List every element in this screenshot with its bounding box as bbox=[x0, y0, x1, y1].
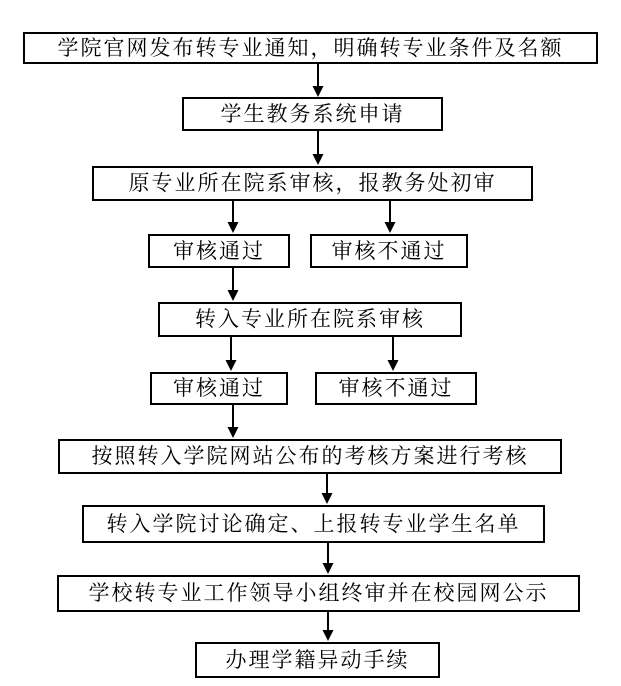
arrow-passed-to-target-review bbox=[228, 268, 239, 301]
arrow-original-review-to-passed bbox=[228, 201, 239, 233]
flow-step-review-failed-1: 审核不通过 bbox=[310, 234, 468, 268]
arrow-passed-to-assessment bbox=[228, 405, 239, 438]
flow-step-review-failed-2: 审核不通过 bbox=[315, 372, 477, 405]
arrow-confirm-to-final-review bbox=[323, 543, 334, 574]
flow-step-final-review-publicity: 学校转专业工作领导小组终审并在校园网公示 bbox=[57, 575, 580, 612]
flow-step-review-passed-2: 审核通过 bbox=[150, 372, 288, 405]
flow-step-target-dept-review: 转入专业所在院系审核 bbox=[158, 302, 462, 337]
arrow-final-review-to-status-change bbox=[323, 612, 334, 641]
flow-step-publish-notice: 学院官网发布转专业通知，明确转专业条件及名额 bbox=[23, 32, 598, 64]
flow-step-original-dept-review: 原专业所在院系审核，报教务处初审 bbox=[92, 166, 533, 201]
arrow-publish-to-apply bbox=[313, 64, 324, 97]
arrow-target-review-to-failed bbox=[388, 337, 399, 371]
arrow-apply-to-original-review bbox=[313, 131, 324, 165]
flow-step-review-passed-1: 审核通过 bbox=[148, 234, 290, 268]
arrow-assessment-to-confirm bbox=[322, 474, 333, 504]
flow-step-assessment: 按照转入学院网站公布的考核方案进行考核 bbox=[58, 439, 562, 474]
flow-step-status-change: 办理学籍异动手续 bbox=[195, 642, 440, 678]
flow-step-student-apply: 学生教务系统申请 bbox=[182, 97, 443, 131]
arrow-target-review-to-passed bbox=[226, 337, 237, 371]
arrow-original-review-to-failed bbox=[385, 201, 396, 233]
flow-step-confirm-list: 转入学院讨论确定、上报转专业学生名单 bbox=[82, 505, 545, 543]
